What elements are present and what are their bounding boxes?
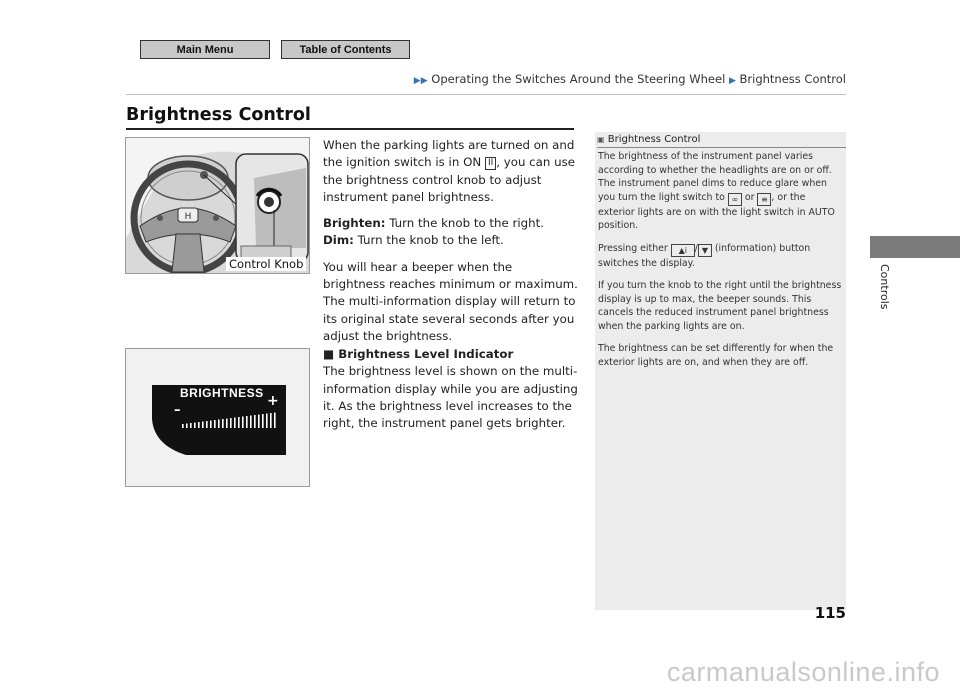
brightness-display-title: BRIGHTNESS: [180, 386, 264, 400]
breadcrumb-link-section[interactable]: Operating the Switches Around the Steering Wheel: [431, 72, 726, 86]
sidebar-heading: [597, 134, 846, 148]
minus-sign: –: [174, 403, 181, 418]
sidebar-heading-text: Brightness Control: [607, 134, 701, 145]
control-knob-callout: Control Knob: [226, 257, 306, 271]
steering-wheel-drawing: [126, 138, 310, 274]
sidebar-or: or: [741, 191, 758, 203]
section-tab-label: Controls: [878, 264, 891, 310]
brighten-label: Brighten:: [323, 216, 386, 231]
parking-light-icon: ∞: [728, 193, 742, 206]
intro-text-a: When the parking lights are turned on and the ignition switch is in ON: [323, 138, 575, 170]
brightness-display-drawing: [126, 349, 310, 487]
header-rule: [126, 94, 846, 95]
square-bullet-icon: ■: [323, 347, 335, 361]
ignition-on-key-icon: II: [485, 157, 496, 170]
svg-text:H: H: [184, 212, 192, 222]
info-up-button-icon: ▲i: [671, 244, 695, 257]
main-body-text: [323, 137, 578, 354]
arrow-icon: ▶: [728, 76, 736, 86]
dim-label: Dim:: [323, 233, 354, 248]
info-down-button-icon: ▼: [698, 244, 712, 257]
page-title: Brightness Control: [126, 105, 311, 125]
page-number: 115: [814, 604, 846, 622]
plus-sign: +: [267, 393, 279, 409]
sidebar-paragraph-2: Pressing either ▲i / ▼ (information) button switches the display.: [598, 242, 811, 269]
sidebar-paragraph-1: [598, 150, 844, 233]
sidebar-p2-b: (information) button switches the display.: [598, 242, 811, 269]
sidebar-text: [598, 150, 844, 378]
watermark: carmanualsonline.info: [666, 657, 940, 687]
brightness-indicator-illustration: [125, 348, 310, 487]
indicator-paragraph: The brightness level is shown on the multi-information display while you are adjusting it. As the brightness level increases to the right, the instrument panel gets brighter.: [323, 364, 578, 431]
indicator-subheading: [323, 346, 578, 363]
indicator-subheading-text: Brightness Level Indicator: [338, 347, 514, 361]
intro-text-b: , you can use the brightness control knob to adjust instrument panel brightness.: [323, 155, 575, 204]
double-arrow-icon: ▶▶: [413, 76, 428, 86]
steering-wheel-illustration: [125, 137, 310, 274]
sidebar-p1-a: The brightness of the instrument panel varies according to whether the headlights are on or off. The instrument panel dims to reduce glare when you turn the light switch to: [598, 151, 832, 203]
main-menu-button[interactable]: Main Menu: [140, 40, 270, 59]
beeper-paragraph: You will hear a beeper when the brightness reaches minimum or maximum. The multi-information display will return to its original state several seconds after you adjust the brightness.: [323, 259, 578, 343]
breadcrumb: [414, 72, 846, 86]
section-tab: [870, 236, 960, 258]
indicator-section: [323, 346, 578, 432]
sidebar-paragraph-4: The brightness can be set differently for when the exterior lights are on, and when they are off.: [598, 343, 834, 368]
sidebar-note: [595, 132, 846, 610]
dim-line: [323, 232, 578, 249]
sidebar-paragraph-3: If you turn the knob to the right until the brightness display is up to max, the beeper sounds. This cancels the reduced instrument panel brightness when the parking lights are on.: [598, 280, 842, 332]
table-of-contents-button[interactable]: Table of Contents: [281, 40, 410, 59]
breadcrumb-current: Brightness Control: [739, 72, 846, 86]
intro-paragraph: [323, 137, 578, 206]
brighten-text: Turn the knob to the right.: [385, 216, 545, 231]
note-marker-icon: ▣: [597, 135, 605, 144]
brighten-line: [323, 215, 578, 232]
sidebar-p1-b: , or the exterior lights are on with the light switch in AUTO position.: [598, 191, 835, 231]
headlight-icon: ≡: [757, 193, 771, 206]
sidebar-p2-a: Pressing either: [598, 242, 671, 254]
title-rule: [126, 128, 574, 130]
dim-text: Turn the knob to the left.: [353, 233, 504, 248]
